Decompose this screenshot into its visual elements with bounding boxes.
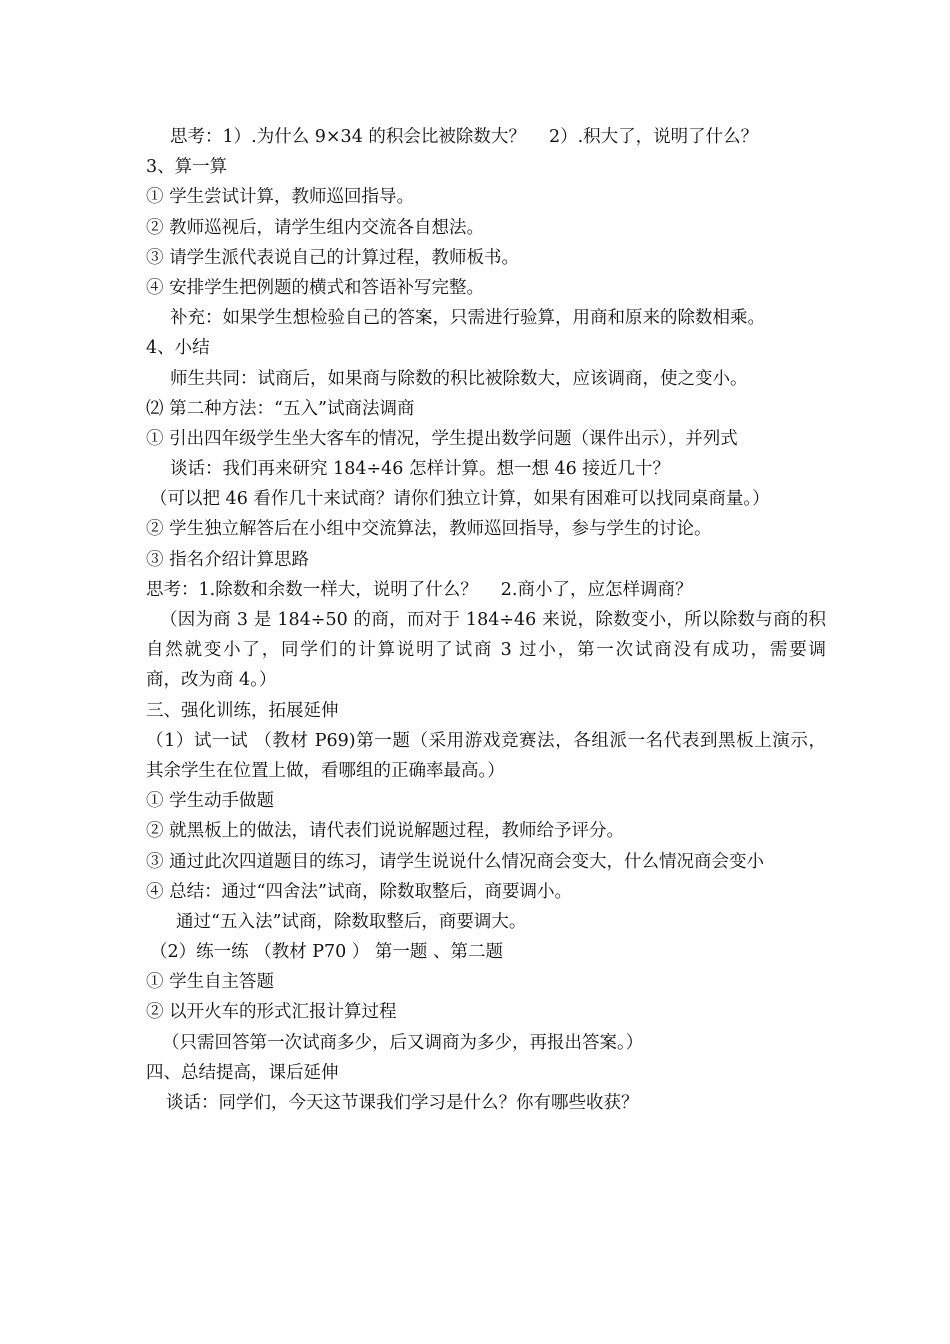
practice-step-4-cont: 通过“五入法”试商，除数取整后，商要调大。 xyxy=(176,911,527,932)
exercise-step-2: ② 以开火车的形式汇报计算过程 xyxy=(146,1002,397,1023)
talk-line: 谈话：我们再来研究 184÷46 怎样计算。想一想 46 接近几十？ xyxy=(170,459,670,480)
practice-step-3: ③ 通过此次四道题目的练习，请学生说说什么情况商会变大，什么情况商会变小 xyxy=(146,851,765,872)
try-it-line-1: （1）试一试 （教材 P69)第一题（采用游戏竞赛法，各组派一名代表到黑板上演示， xyxy=(146,730,826,751)
think-question-2: 思考：1.除数和余数一样大，说明了什么？ 2.商小了，应怎样调商？ xyxy=(146,579,693,600)
paren-note-1: （可以把 46 看作几十来试商？请你们独立计算，如果有困难可以找同桌商量。） xyxy=(150,489,770,510)
paren-note-2: （只需回答第一次试商多少，后又调商为多少，再报出答案。） xyxy=(162,1032,644,1053)
step-1: ① 学生尝试计算，教师巡回指导。 xyxy=(146,187,415,208)
part-four-heading: 四、总结提高，课后延伸 xyxy=(146,1062,339,1083)
exercise-step-1: ① 学生自主答题 xyxy=(146,972,275,993)
step-4: ④ 安排学生把例题的横式和答语补写完整。 xyxy=(146,277,485,298)
try-it-line-2: 其余学生在位置上做，看哪组的正确率最高。） xyxy=(146,760,505,781)
practice-step-2: ② 就黑板上的做法，请代表们说说解题过程，教师给予评分。 xyxy=(146,821,625,842)
explanation-line-3: 商，改为商 4。） xyxy=(146,670,277,691)
step-2: ② 教师巡视后，请学生组内交流各自想法。 xyxy=(146,217,485,238)
method-two-heading: ⑵ 第二种方法：“五入”试商法调商 xyxy=(146,398,415,419)
explanation-line-2: 自然就变小了，同学们的计算说明了试商 3 过小，第一次试商没有成功，需要调 xyxy=(146,640,826,661)
method-two-step-3: ③ 指名介绍计算思路 xyxy=(146,549,310,570)
supplement-note: 补充：如果学生想检验自己的答案，只需进行验算，用商和原来的除数相乘。 xyxy=(170,308,765,329)
practice-step-1: ① 学生动手做题 xyxy=(146,791,275,812)
method-two-step-1: ① 引出四年级学生坐大客车的情况，学生提出数学问题（课件出示），并列式 xyxy=(146,428,738,449)
think-question-1: 思考：1）.为什么 9×34 的积会比被除数大？ 2）.积大了，说明了什么？ xyxy=(170,127,759,147)
practice-step-4: ④ 总结：通过“四舍法”试商，除数取整后，商要调小。 xyxy=(146,881,572,902)
section-heading-summary: 4、小结 xyxy=(146,338,210,359)
exercise-heading: （2）练一练 （教材 P70 ） 第一题 、第二题 xyxy=(150,942,503,963)
part-three-heading: 三、强化训练，拓展延伸 xyxy=(146,700,339,721)
section-heading-calculate: 3、算一算 xyxy=(146,157,228,178)
method-two-step-2: ② 学生独立解答后在小组中交流算法，教师巡回指导，参与学生的讨论。 xyxy=(146,519,712,540)
lesson-plan-text xyxy=(146,122,826,1118)
closing-talk: 谈话：同学们，今天这节课我们学习是什么？你有哪些收获？ xyxy=(166,1093,639,1113)
explanation-line-1: （因为商 3 是 184÷50 的商，而对于 184÷46 来说，除数变小，所以除数与商的积 xyxy=(160,610,826,630)
summary-text: 师生共同：试商后，如果商与除数的积比被除数大，应该调商，使之变小。 xyxy=(170,368,748,389)
step-3: ③ 请学生派代表说自己的计算过程，教师板书。 xyxy=(146,247,520,268)
